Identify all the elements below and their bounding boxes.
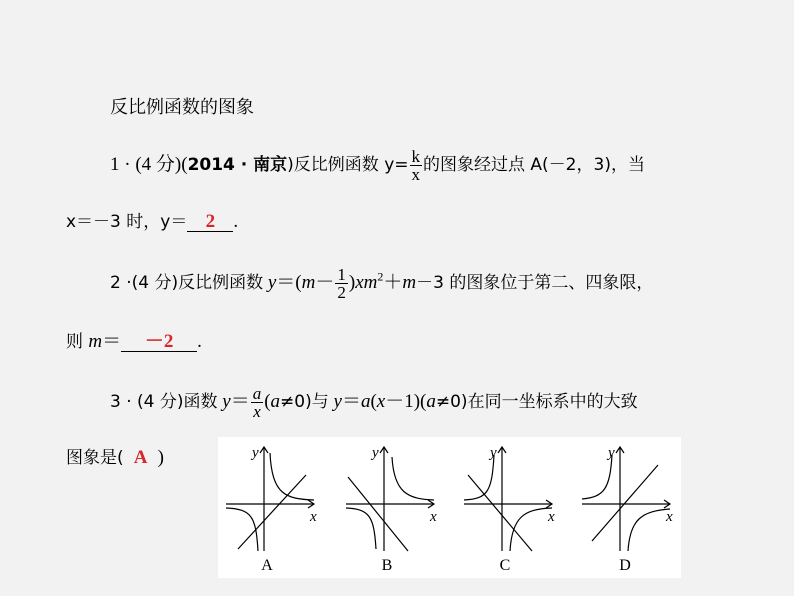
q2-m2: m (402, 271, 417, 293)
hyperbola-branch-2 (628, 509, 670, 551)
q2-eq: ＝( (276, 271, 302, 293)
q1-frac-num: k (411, 147, 421, 166)
q1-prefix: 1 · (4 分)( (110, 153, 188, 175)
q2-answer: －2 (144, 331, 174, 352)
x-axis-label: x (430, 509, 437, 525)
q3-frac-den: x (253, 402, 261, 421)
question-1-line-2 (66, 207, 238, 233)
y-axis-label: y (608, 445, 615, 461)
line-graph (238, 475, 306, 549)
y-axis-label: y (490, 445, 497, 461)
q2-close: ) (348, 271, 356, 293)
hyperbola-branch-2 (510, 508, 552, 551)
q2-line2-m: m (88, 331, 103, 352)
x-axis-label: x (310, 509, 317, 525)
q3-frac-num: a (252, 384, 262, 403)
question-2-line-2 (66, 326, 202, 353)
graph-a-label: A (261, 557, 273, 574)
graph-b-label: B (381, 557, 393, 574)
line-graph (348, 477, 408, 551)
q2-line2-prefix: 则 (66, 332, 89, 352)
q2-rest: －3 的图象位于第二、四象限， (416, 272, 654, 293)
q2-fraction (335, 266, 348, 301)
q2-frac-den: 2 (337, 283, 346, 302)
q1-answer-blank[interactable] (187, 213, 233, 232)
hyperbola-branch-1 (392, 457, 434, 500)
q1-source: 2014 · 南京 (187, 154, 288, 175)
question-2-line-1 (110, 266, 653, 301)
graph-d-label: D (619, 557, 631, 574)
graph-c[interactable] (460, 437, 572, 555)
hyperbola-branch-2 (346, 508, 376, 549)
q2-xm: xm (355, 271, 378, 293)
q3-close: ) (157, 447, 164, 468)
q3-eq1: ＝ (230, 390, 250, 412)
hyperbola-branch-1 (270, 453, 314, 500)
graph-a[interactable] (222, 437, 334, 555)
y-axis-label: y (372, 445, 379, 461)
q2-plus: ＋ (383, 271, 403, 293)
q2-exponent: 2 (377, 269, 384, 284)
q3-cond1b: a (270, 390, 281, 412)
q3-y2: y (333, 390, 342, 412)
hyperbola-branch-1 (464, 455, 494, 500)
line-graph (592, 465, 658, 541)
q1-mid: )反比例函数 y= (287, 154, 409, 175)
q3-rest: ≠0)在同一坐标系中的大致 (435, 391, 638, 412)
q1-end: . (233, 211, 239, 232)
q2-answer-blank[interactable] (121, 333, 197, 352)
x-axis-label: x (666, 509, 673, 525)
graph-options-panel (218, 437, 681, 578)
q3-a2: a (426, 390, 436, 412)
y-axis-label: y (252, 445, 259, 461)
section-heading: 反比例函数的图象 (110, 97, 254, 118)
q1-frac-den: x (411, 165, 421, 184)
q3-cond1c: ≠0)与 (280, 391, 329, 412)
question-3-line-1 (110, 385, 638, 420)
question-3-line-2 (66, 443, 164, 469)
q3-answer[interactable]: A (133, 447, 148, 468)
q2-prefix: 2 ·(4 分)反比例函数 (110, 272, 264, 293)
q3-line2: 图象是( (66, 448, 124, 468)
q2-m: m (301, 271, 316, 293)
line-graph (468, 475, 532, 551)
q3-y1: y (222, 390, 231, 412)
graph-b[interactable] (342, 437, 454, 555)
q3-cond1a: ( (264, 390, 271, 412)
q3-paren: ( (370, 390, 377, 412)
q3-eq2: ＝ (341, 390, 361, 412)
q2-frac-num: 1 (337, 265, 346, 284)
q1-fraction (410, 148, 423, 183)
q2-line2-eq: ＝ (102, 331, 122, 352)
q3-minus1: －1)( (385, 390, 427, 412)
x-axis-label: x (548, 509, 555, 525)
q3-x: x (376, 390, 386, 412)
q2-minus: － (315, 271, 335, 293)
q1-answer: 2 (205, 211, 216, 232)
q2-end: . (197, 331, 202, 352)
hyperbola-branch-1 (582, 455, 612, 499)
q1-rest: 的图象经过点 A(－2，3)，当 (423, 154, 645, 175)
q2-y: y (267, 271, 277, 293)
graph-d[interactable] (578, 437, 690, 555)
q3-prefix: 3 · (4 分)函数 (110, 391, 218, 412)
q3-fraction (251, 385, 264, 420)
question-1-line-1 (110, 148, 645, 183)
graph-c-label: C (499, 557, 511, 574)
q1-line2: x＝－3 时，y＝ (66, 212, 188, 232)
q3-a: a (360, 390, 371, 412)
